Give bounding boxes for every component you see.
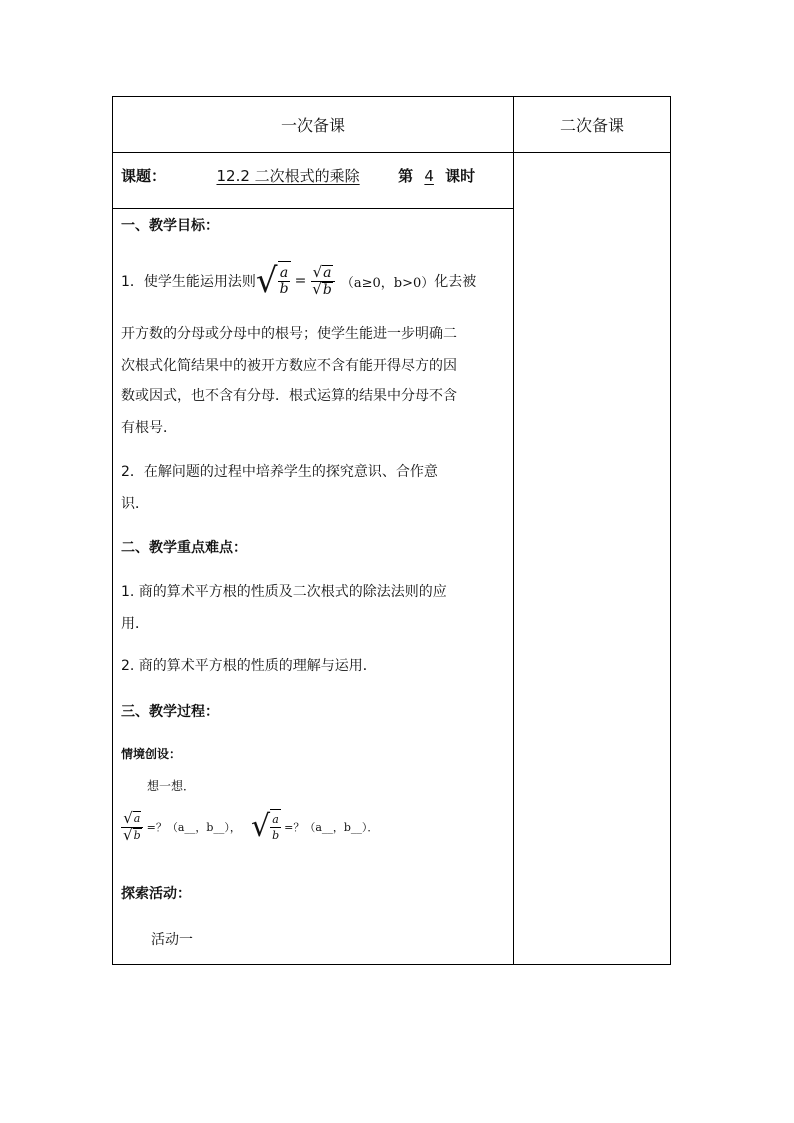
sqrt-fraction-formula: √ $\frac{a}{b}$ [255, 261, 289, 301]
period-prefix: 第 [398, 167, 414, 185]
column-divider [513, 97, 514, 964]
period-suffix: 课时 [445, 167, 476, 185]
formula-condition: （a≥0，b>0） [340, 275, 435, 291]
goal1-line4: 数或因式，也不含有分母．根式运算的结果中分母不含 [121, 388, 457, 404]
goal1-suffix: 化去被 [434, 274, 477, 290]
topic-divider [113, 208, 513, 209]
process-heading: 三、教学过程： [121, 704, 219, 720]
goal1-line3: 次根式化简结果中的被开方数应不含有能开得尽方的因 [121, 358, 457, 374]
question-row [121, 809, 378, 845]
topic-label: 课题： [121, 167, 167, 185]
scenario-heading: 情境创设： [121, 747, 182, 761]
goal2-line1: 2．在解问题的过程中培养学生的探究意识、合作意 [121, 464, 438, 480]
first-prep-header: 一次备课 [280, 116, 345, 135]
key1-line2: 用． [121, 616, 149, 632]
equals-sign: = [294, 273, 307, 289]
goal1-prefix: 1．使学生能运用法则 [121, 274, 256, 290]
header-divider [113, 152, 670, 153]
q1-fraction-of-roots: √ a √ b [121, 811, 144, 844]
goal1-line2: 开方数的分母或分母中的根号；使学生能进一步明确二 [121, 326, 457, 342]
fraction-of-roots: √ a √ b [310, 265, 335, 298]
activity-one: 活动一 [151, 932, 193, 948]
goal1-line5: 有根号． [121, 420, 177, 436]
topic-row [121, 165, 475, 186]
goals-heading: 一、教学目标： [121, 218, 219, 234]
goal1-line1 [121, 261, 476, 301]
goal2-line2: 识． [121, 496, 149, 512]
explore-heading: 探索活动： [121, 886, 191, 902]
key1-line1: 1. 商的算术平方根的性质及二次根式的除法法则的应 [121, 584, 447, 600]
key2: 2. 商的算术平方根的性质的理解与运用． [121, 658, 377, 674]
q1-tail: =？（a__，b__）， [146, 821, 241, 834]
period-number: 4 [424, 167, 434, 185]
lesson-plan-table [112, 96, 671, 965]
key-points-heading: 二、教学重点难点： [121, 540, 247, 556]
think-prompt: 想一想． [147, 779, 196, 793]
q2-tail: =？（a__，b__）． [284, 821, 379, 834]
second-prep-header: 二次备课 [559, 116, 624, 135]
q2-sqrt-fraction: √ $\frac{a}{b}$ [250, 809, 280, 844]
topic-title: 12.2 二次根式的乘除 [216, 167, 360, 185]
